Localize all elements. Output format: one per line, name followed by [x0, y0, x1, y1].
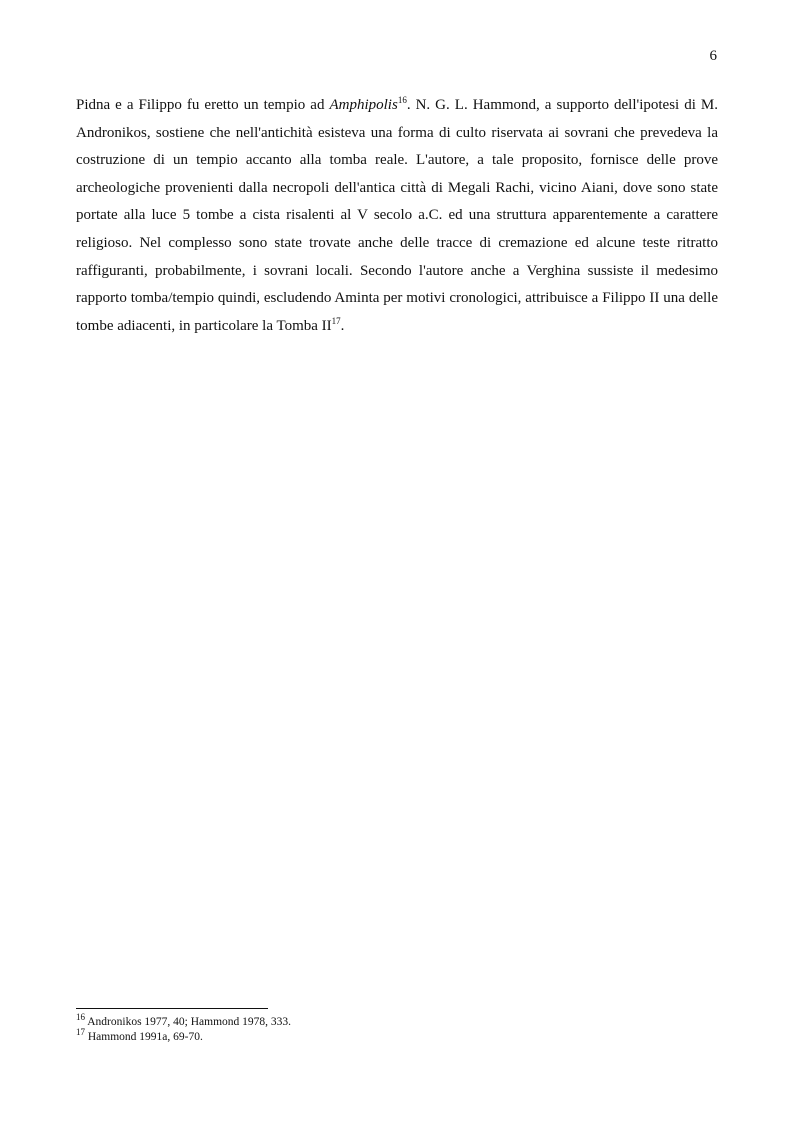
footnote-text: Hammond 1991a, 69-70.: [85, 1031, 203, 1043]
footnote-separator: [76, 1008, 268, 1009]
footnote-reference[interactable]: 16: [397, 95, 407, 105]
footnote-reference[interactable]: 17: [331, 315, 341, 326]
body-text-segment: Pidna e a Filippo fu eretto un tempio ad: [76, 97, 330, 113]
place-name-italic: Amphipolis: [329, 97, 398, 113]
page-number: 6: [709, 48, 717, 64]
footnote-item: [76, 1012, 718, 1030]
footnote-number: 17: [76, 1027, 85, 1038]
footnote-text: Andronikos 1977, 40; Hammond 1978, 333.: [85, 1016, 292, 1028]
body-text-segment: . N. G. L. Hammond, a supporto dell'ipotesi di M. Andronikos, sostiene che nell'antichità esisteva una forma di culto riservata ai sovrani che prevedeva la costruzione di un tempio accanto alla tomba reale. L'autore, a tale proposito, fornisce delle prove archeologiche provenienti dalla necropoli dell'antica città di Megali Rachi, vicino Aiani, dove sono state portate alla luce 5 tombe a cista risalenti al V secolo a.C. ed una struttura apparentemente a carattere religioso. Nel complesso sono state trovate anche delle tracce di cremazione ed alcune teste ritratto raffiguranti, probabilmente, i sovrani locali. Secondo l'autore anche a Verghina sussiste il medesimo rapporto tomba/tempio quindi, escludendo Aminta per motivi cronologici, attribuisce a Filippo II una delle tombe adiacenti, in particolare la Tomba II: [76, 97, 718, 334]
body-paragraph: [76, 92, 718, 340]
footnotes-section: [76, 1012, 718, 1045]
footnote-item: [76, 1027, 718, 1045]
footnote-number: 16: [76, 1012, 85, 1023]
body-text-segment: .: [340, 317, 345, 334]
